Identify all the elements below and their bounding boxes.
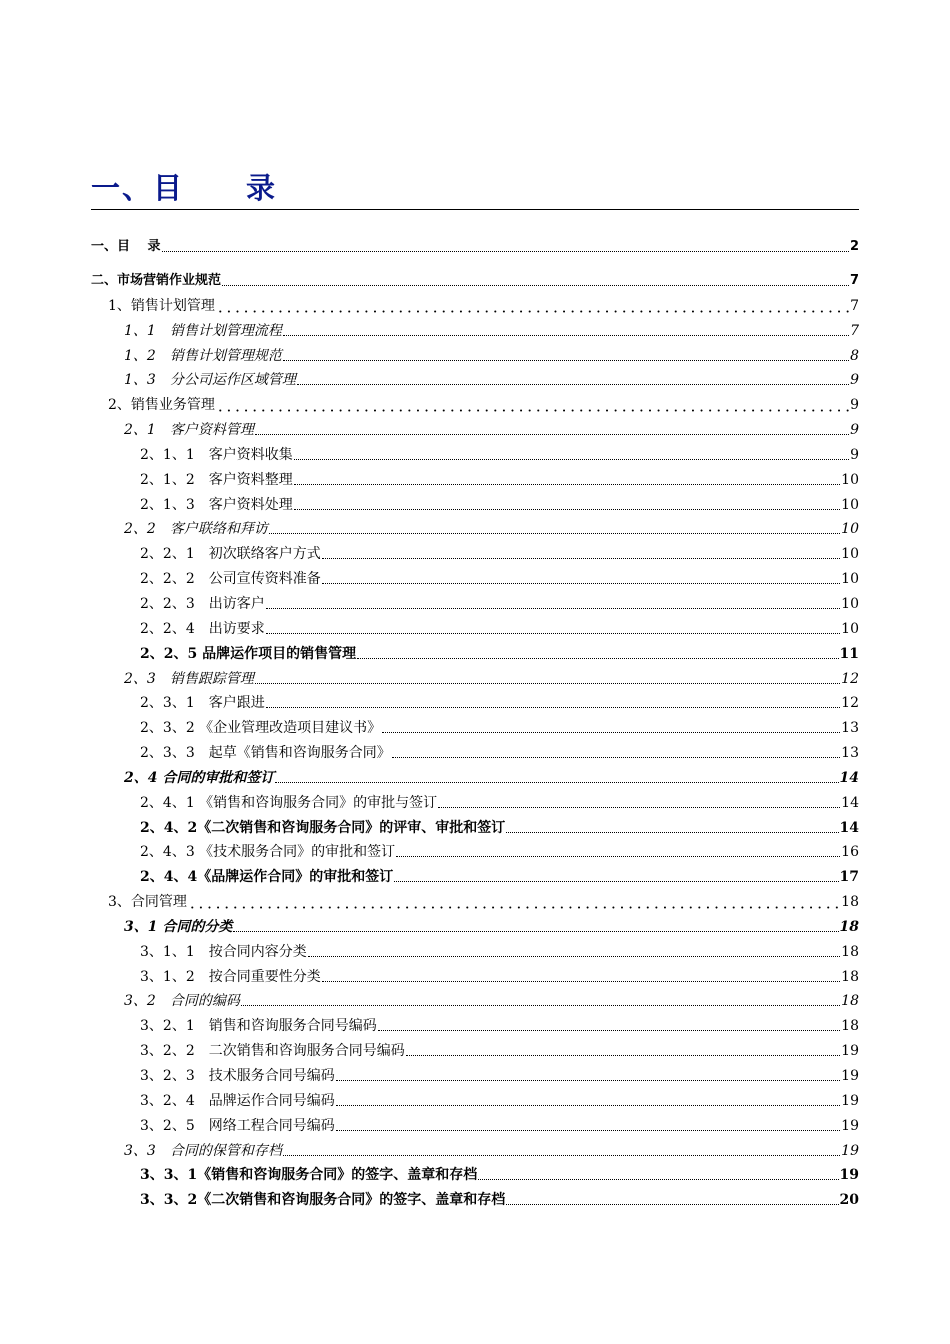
toc-entry-page: 14 (839, 769, 859, 786)
toc-entry-page: 19 (839, 1167, 859, 1184)
toc-entry-label: 一、目 录 (91, 239, 161, 254)
toc-entry-label: 2、3、3 起草《销售和咨询服务合同》 (140, 745, 391, 762)
toc-entry-page: 18 (841, 943, 859, 960)
toc-entry[interactable] (91, 439, 859, 464)
toc-entry[interactable] (91, 1184, 859, 1209)
toc-entry[interactable] (91, 861, 859, 886)
dot-leader (216, 297, 849, 315)
title-divider (91, 209, 859, 210)
toc-entry[interactable] (91, 886, 859, 911)
toc-entry[interactable] (91, 389, 859, 414)
toc-entry-label: 3、2、4 品牌运作合同号编码 (140, 1092, 335, 1109)
toc-entry[interactable] (91, 663, 859, 688)
dot-leader (216, 396, 849, 414)
toc-entry-page: 7 (850, 297, 859, 314)
dot-leader (233, 931, 838, 932)
toc-entry-page: 17 (839, 869, 859, 886)
toc-entry-label: 3、2、5 网络工程合同号编码 (140, 1117, 335, 1134)
toc-entry[interactable] (91, 1160, 859, 1185)
toc-entry[interactable] (91, 256, 859, 290)
toc-entry-page: 10 (841, 620, 859, 637)
toc-entry-label: 2、4 合同的审批和签订 (124, 769, 275, 786)
dot-leader (266, 633, 840, 634)
toc-entry[interactable] (91, 538, 859, 563)
dot-leader (222, 285, 849, 286)
toc-entry-page: 9 (850, 372, 859, 389)
toc-entry-label: 2、2、4 出访要求 (140, 620, 265, 637)
toc-entry-page: 18 (841, 968, 859, 985)
toc-entry[interactable] (91, 613, 859, 638)
toc-entry-label: 3、2 合同的编码 (124, 993, 240, 1010)
toc-entry-page: 19 (841, 1117, 859, 1134)
dot-leader (322, 583, 840, 584)
dot-leader (308, 956, 840, 957)
toc-entry-label: 3、3、2《二次销售和咨询服务合同》的签字、盖章和存档 (140, 1192, 506, 1209)
toc-entry-label: 1、1 销售计划管理流程 (124, 322, 282, 339)
toc-entry-label: 2、2、2 公司宣传资料准备 (140, 571, 321, 588)
toc-entry-label: 2、2、3 出访客户 (140, 595, 265, 612)
dot-leader (294, 484, 840, 485)
dot-leader (241, 1005, 840, 1006)
dot-leader (294, 509, 840, 510)
toc-entry[interactable] (91, 1085, 859, 1110)
dot-leader (378, 1030, 840, 1031)
dot-leader (478, 1179, 838, 1180)
toc-entry-page: 8 (850, 347, 859, 364)
toc-entry[interactable] (91, 489, 859, 514)
toc-entry[interactable] (91, 936, 859, 961)
dot-leader (275, 782, 838, 783)
toc-entry-page: 19 (841, 1142, 859, 1159)
page-title: 一、目 录 (91, 171, 278, 205)
toc-entry[interactable] (91, 464, 859, 489)
toc-entry-page: 19 (841, 1092, 859, 1109)
toc-entry-label: 2、3、1 客户跟进 (140, 695, 265, 712)
toc-entry-page: 9 (850, 397, 859, 414)
dot-leader (406, 1055, 840, 1056)
toc-entry[interactable] (91, 315, 859, 340)
toc-entry-label: 1、3 分公司运作区域管理 (124, 372, 296, 389)
toc-entry[interactable] (91, 688, 859, 713)
dot-leader (266, 707, 840, 708)
toc-entry[interactable] (91, 911, 859, 936)
toc-entry[interactable] (91, 365, 859, 390)
toc-entry-page: 14 (839, 819, 859, 836)
toc-entry-page: 10 (841, 546, 859, 563)
toc-entry[interactable] (91, 1110, 859, 1135)
dot-leader (269, 533, 840, 534)
dot-leader (162, 251, 849, 252)
toc-entry[interactable] (91, 712, 859, 737)
toc-entry-page: 10 (841, 521, 859, 538)
toc-entry-page: 9 (850, 446, 859, 463)
toc-entry-label: 3、2、3 技术服务合同号编码 (140, 1068, 335, 1084)
dot-leader (506, 832, 838, 833)
dot-leader (322, 981, 840, 982)
toc-entry-page: 10 (841, 471, 859, 488)
dot-leader (506, 1204, 838, 1205)
toc-entry-page: 10 (841, 571, 859, 588)
dot-leader (382, 732, 840, 733)
dot-leader (297, 384, 849, 385)
toc-entry-label: 2、4、4《品牌运作合同》的审批和签订 (140, 869, 394, 886)
toc-entry-label: 3、合同管理 (108, 894, 187, 911)
toc-entry-label: 3、2、1 销售和咨询服务合同号编码 (140, 1018, 377, 1035)
toc-entry-page: 18 (841, 894, 859, 911)
dot-leader (322, 558, 840, 559)
toc-entry-label: 3、1 合同的分类 (124, 918, 233, 935)
toc-entry-page: 18 (841, 1018, 859, 1035)
toc-entry[interactable] (91, 1035, 859, 1060)
toc-entry-label: 3、1、1 按合同内容分类 (140, 943, 307, 960)
toc-entry-page: 2 (849, 239, 859, 254)
dot-leader (336, 1105, 840, 1106)
dot-leader (438, 807, 840, 808)
dot-leader (255, 434, 849, 435)
toc-entry-label: 2、4、3 《技术服务合同》的审批和签订 (140, 844, 396, 861)
toc-entry[interactable] (91, 1135, 859, 1160)
dot-leader (396, 856, 840, 857)
toc-entry[interactable] (91, 514, 859, 539)
toc-entry[interactable] (91, 762, 859, 787)
toc-entry-label: 3、1、2 按合同重要性分类 (140, 968, 321, 985)
toc-entry[interactable] (91, 837, 859, 862)
toc-entry-page: 9 (850, 422, 859, 439)
toc-entry-page: 10 (841, 595, 859, 612)
toc-entry-label: 2、2 客户联络和拜访 (124, 521, 268, 538)
toc-entry-label: 二、市场营销作业规范 (91, 273, 222, 288)
toc-entry[interactable] (91, 563, 859, 588)
toc-entry-label: 3、3 合同的保管和存档 (124, 1142, 282, 1159)
toc-entry-label: 2、3 销售跟踪管理 (124, 670, 254, 687)
dot-leader (294, 459, 849, 460)
toc-entry-label: 2、1、1 客户资料收集 (140, 446, 293, 463)
toc-entry-label: 1、2 销售计划管理规范 (124, 347, 282, 364)
toc-entry[interactable] (91, 787, 859, 812)
toc-entry-page: 14 (841, 794, 859, 811)
toc-entry[interactable] (91, 961, 859, 986)
dot-leader (283, 360, 849, 361)
toc-entry-page: 20 (839, 1192, 859, 1209)
dot-leader (283, 335, 849, 336)
dot-leader (392, 757, 840, 758)
toc-entry-page: 12 (841, 670, 859, 687)
toc-entry[interactable] (91, 737, 859, 762)
toc-entry-label: 2、4、1 《销售和咨询服务合同》的审批与签订 (140, 794, 438, 811)
dot-leader (357, 658, 838, 659)
toc-entry[interactable] (91, 638, 859, 663)
toc-entry[interactable] (91, 414, 859, 439)
table-of-contents (91, 222, 859, 1209)
toc-entry[interactable] (91, 222, 859, 256)
toc-entry[interactable] (91, 812, 859, 837)
toc-entry-page: 19 (841, 1068, 859, 1084)
dot-leader (336, 1080, 840, 1081)
toc-entry-page: 16 (841, 844, 859, 861)
toc-entry-label: 2、1 客户资料管理 (124, 422, 254, 439)
toc-entry-page: 7 (850, 322, 859, 339)
toc-entry[interactable] (91, 588, 859, 613)
dot-leader (188, 893, 840, 911)
toc-entry-label: 2、3、2 《企业管理改造项目建议书》 (140, 720, 382, 737)
toc-entry-page: 18 (839, 918, 859, 935)
dot-leader (394, 881, 838, 882)
toc-entry-label: 2、4、2《二次销售和咨询服务合同》的评审、审批和签订 (140, 819, 506, 836)
toc-entry-page: 10 (841, 496, 859, 513)
dot-leader (283, 1155, 840, 1156)
toc-entry[interactable] (91, 1010, 859, 1035)
toc-entry-label: 2、2、5 品牌运作项目的销售管理 (140, 645, 357, 662)
toc-entry-page: 13 (841, 745, 859, 762)
toc-entry-label: 3、2、2 二次销售和咨询服务合同号编码 (140, 1043, 405, 1060)
dot-leader (336, 1130, 840, 1131)
toc-entry-label: 2、2、1 初次联络客户方式 (140, 546, 321, 563)
toc-entry-label: 2、1、2 客户资料整理 (140, 471, 293, 488)
toc-entry-page: 13 (841, 720, 859, 737)
toc-entry-label: 1、销售计划管理 (108, 297, 215, 314)
toc-entry-page: 7 (849, 273, 859, 288)
dot-leader (255, 683, 840, 684)
toc-entry-page: 18 (841, 993, 859, 1010)
toc-entry-label: 3、3、1《销售和咨询服务合同》的签字、盖章和存档 (140, 1167, 478, 1184)
toc-entry[interactable] (91, 290, 859, 315)
toc-entry[interactable] (91, 986, 859, 1011)
toc-entry-label: 2、销售业务管理 (108, 397, 215, 414)
toc-entry[interactable] (91, 340, 859, 365)
toc-entry-page: 12 (841, 695, 859, 712)
toc-entry-page: 11 (839, 645, 859, 662)
toc-entry-page: 19 (841, 1043, 859, 1060)
toc-entry[interactable] (91, 1060, 859, 1085)
toc-entry-label: 2、1、3 客户资料处理 (140, 496, 293, 513)
dot-leader (266, 608, 840, 609)
